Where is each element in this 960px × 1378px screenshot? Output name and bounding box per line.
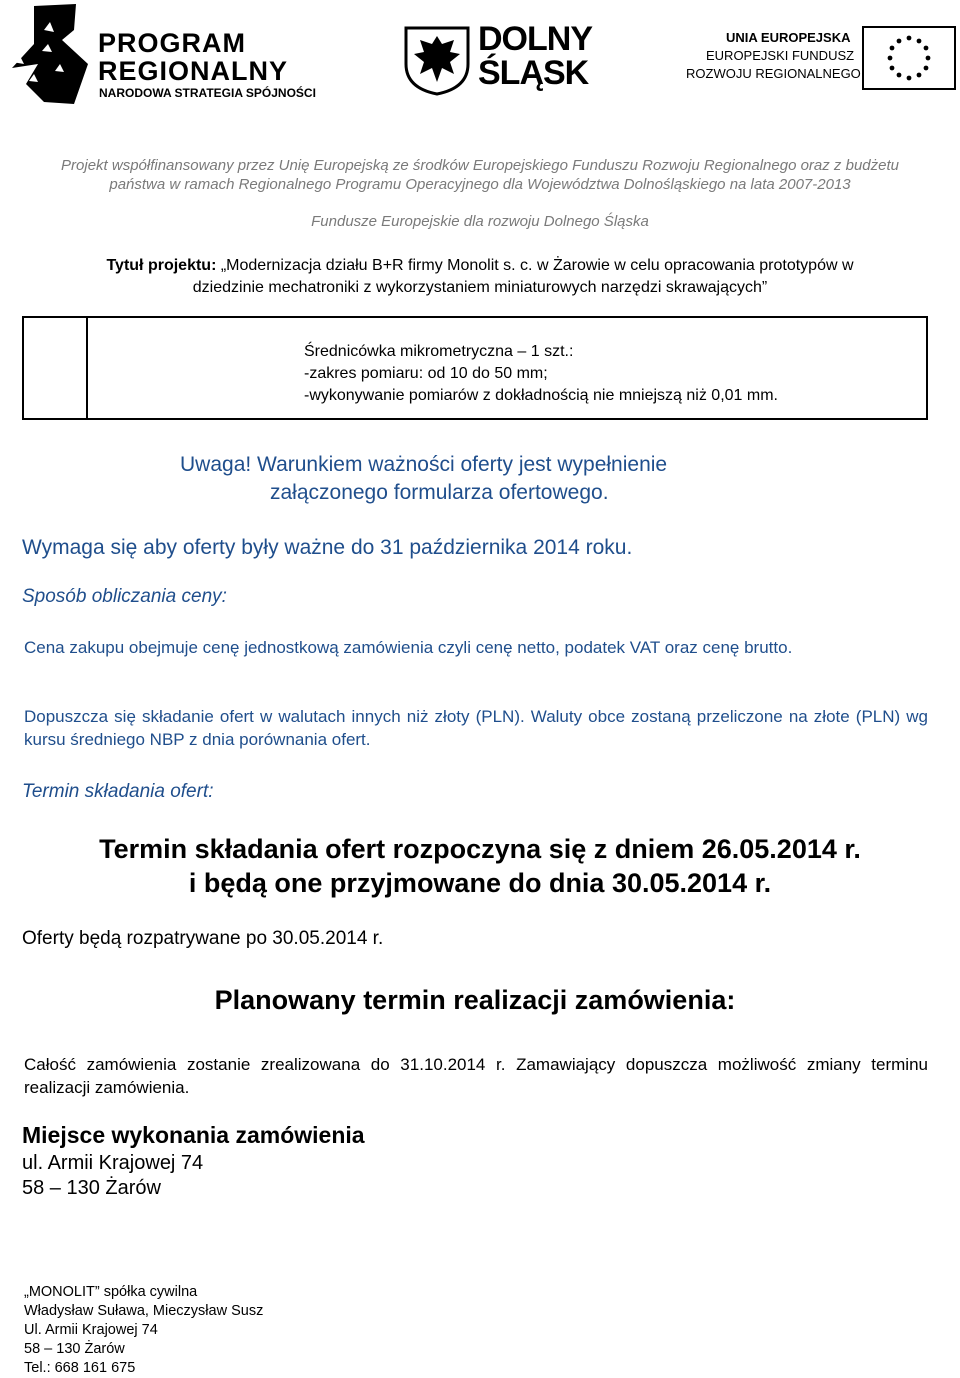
deadline-start: Termin składania ofert rozpoczyna się z dniem 26.05.2014 r.	[99, 834, 861, 864]
dolny-logo-line1: DOLNY	[478, 20, 592, 58]
dolny-slask-logo	[402, 20, 612, 100]
validity-notice: Wymaga się aby oferty były ważne do 31 października 2014 roku.	[22, 536, 633, 559]
item-description-line2: -zakres pomiaru: od 10 do 50 mm;	[304, 365, 548, 382]
item-description-line1: Średnicówka mikrometryczna – 1 szt.:	[304, 343, 574, 360]
cofinance-slogan: Fundusze Europejskie dla rozwoju Dolnego Śląska	[311, 213, 649, 230]
eu-logo	[680, 26, 956, 92]
eu-logo-line1: UNIA EUROPEJSKA	[726, 30, 851, 45]
project-title-label: Tytuł projektu:	[106, 257, 217, 274]
program-logo-line2: REGIONALNY	[98, 56, 289, 86]
location-street: ul. Armii Krajowej 74	[22, 1152, 204, 1174]
footer-company: „MONOLIT” spółka cywilna	[24, 1284, 198, 1300]
project-title-line2: dziedzinie mechatroniki z wykorzystaniem miniaturowych narzędzi skrawających”	[192, 279, 768, 296]
program-regionalny-emblem-icon	[4, 4, 94, 106]
pricing-paragraph-2: Dopuszcza się składanie ofert w walutach innych niż złoty (PLN). Waluty obce zostaną przeliczone na złote (PLN) wg kursu średniego NBP z dnia porównania ofert.	[24, 707, 928, 749]
footer-street: Ul. Armii Krajowej 74	[24, 1322, 158, 1338]
location-heading: Miejsce wykonania zamówienia	[22, 1122, 365, 1148]
footer-city: 58 – 130 Żarów	[24, 1341, 125, 1357]
location-city: 58 – 130 Żarów	[22, 1177, 161, 1199]
item-description-line3: -wykonywanie pomiarów z dokładnością nie mniejszą niż 0,01 mm.	[304, 387, 778, 404]
warning-line1: Uwaga! Warunkiem ważności oferty jest wypełnienie	[180, 453, 668, 476]
realization-heading: Planowany termin realizacji zamówienia:	[214, 985, 736, 1015]
deadline-end: i będą one przyjmowane do dnia 30.05.2014 r.	[188, 868, 772, 898]
project-title-text: „Modernizacja działu B+R firmy Monolit s. c. w Żarowie w celu opracowania prototypów w	[220, 257, 854, 274]
pricing-paragraph-1: Cena zakupu obejmuje cenę jednostkową zamówienia czyli cenę netto, podatek VAT oraz cenę brutto.	[24, 638, 793, 657]
realization-text: Całość zamówienia zostanie zrealizowana do 31.10.2014 r. Zamawiający dopuszcza możliwość zmiany terminu realizacji zamówienia.	[24, 1055, 928, 1097]
program-logo-line3: NARODOWA STRATEGIA SPÓJNOŚCI	[99, 86, 316, 100]
footer-phone: Tel.: 668 161 675	[24, 1360, 136, 1376]
eu-logo-line3: ROZWOJU REGIONALNEGO	[686, 66, 861, 81]
program-regionalny-logo	[4, 4, 334, 106]
cofinance-line1: Projekt współfinansowany przez Unię Europejską ze środków Europejskiego Funduszu Rozwoju Regionalnego oraz z budżetu	[61, 157, 899, 174]
table-column-divider	[86, 316, 88, 420]
project-title-line1	[0, 254, 960, 278]
cofinance-line2: państwa w ramach Regionalnego Programu Operacyjnego dla Województwa Dolnośląskiego na lata 2007-2013	[109, 176, 851, 193]
dolny-logo-line2: ŚLĄSK	[478, 54, 589, 92]
deadline-heading: Termin składania ofert:	[22, 781, 214, 802]
eu-logo-line2: EUROPEJSKI FUNDUSZ	[706, 48, 855, 63]
warning-line2: załączonego formularza ofertowego.	[270, 481, 609, 504]
eagle-coat-of-arms-icon	[402, 24, 472, 96]
pricing-heading: Sposób obliczania ceny:	[22, 586, 227, 607]
eu-flag-icon	[862, 26, 956, 90]
review-date: Oferty będą rozpatrywane po 30.05.2014 r.	[22, 928, 384, 949]
footer-owners: Władysław Suława, Mieczysław Susz	[24, 1303, 264, 1319]
program-logo-line1: PROGRAM	[98, 28, 246, 58]
